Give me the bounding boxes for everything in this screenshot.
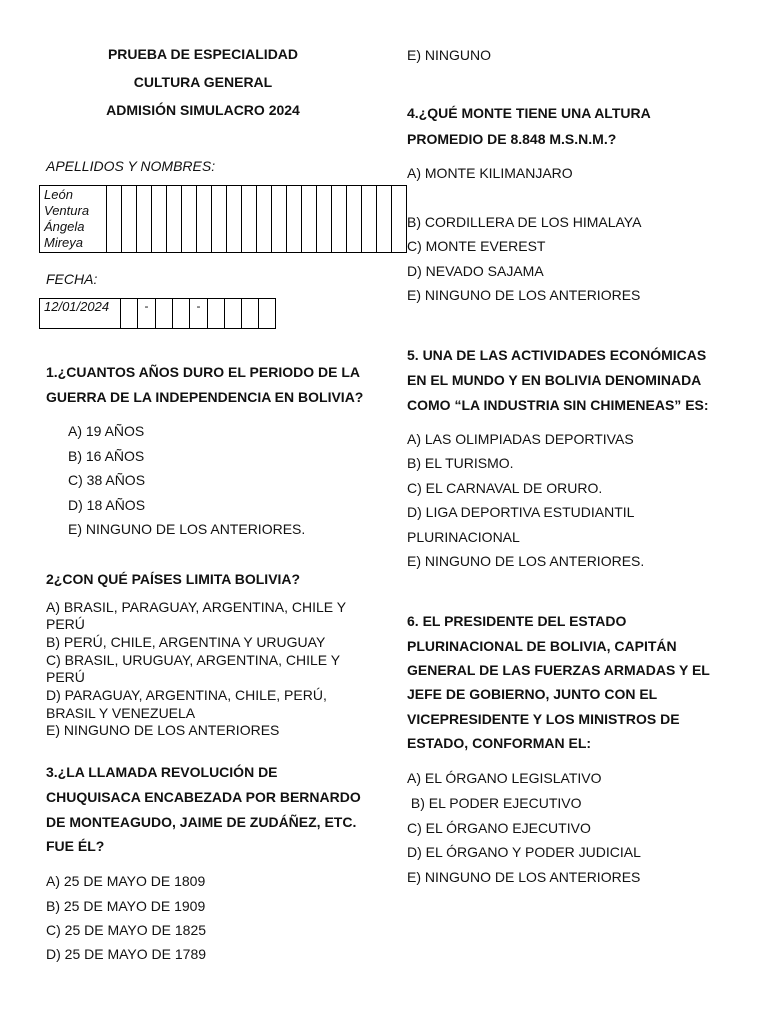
q3-option-b[interactable]: B) 25 DE MAYO DE 1909 bbox=[46, 898, 206, 914]
name-box[interactable] bbox=[227, 186, 242, 253]
question-3-line-1: 3.¿LA LLAMADA REVOLUCIÓN DE bbox=[46, 764, 278, 780]
name-box[interactable] bbox=[137, 186, 152, 253]
q6-option-a[interactable]: A) EL ÓRGANO LEGISLATIVO bbox=[407, 770, 602, 786]
date-box[interactable] bbox=[259, 299, 276, 329]
name-box[interactable] bbox=[362, 186, 377, 253]
name-box[interactable] bbox=[332, 186, 347, 253]
question-5-line-1: 5. UNA DE LAS ACTIVIDADES ECONÓMICAS bbox=[407, 347, 707, 363]
question-5-line-2: EN EL MUNDO Y EN BOLIVIA DENOMINADA bbox=[407, 372, 702, 388]
name-value[interactable]: León Ventura Ángela Mireya bbox=[40, 186, 107, 253]
question-4-line-1: 4.¿QUÉ MONTE TIENE UNA ALTURA bbox=[407, 105, 651, 121]
q5-option-d-cont: PLURINACIONAL bbox=[407, 529, 520, 545]
name-box[interactable] bbox=[152, 186, 167, 253]
date-box[interactable] bbox=[156, 299, 173, 329]
q5-option-d[interactable]: D) LIGA DEPORTIVA ESTUDIANTIL bbox=[407, 504, 635, 520]
name-box[interactable] bbox=[122, 186, 137, 253]
question-6-line-1: 6. EL PRESIDENTE DEL ESTADO bbox=[407, 613, 627, 629]
name-box[interactable] bbox=[272, 186, 287, 253]
exam-subtitle: ADMISIÓN SIMULACRO 2024 bbox=[106, 102, 300, 118]
date-label: FECHA: bbox=[46, 271, 98, 287]
date-separator: - bbox=[138, 299, 156, 329]
q2-option-c[interactable]: C) BRASIL, URUGUAY, ARGENTINA, CHILE Y bbox=[46, 652, 341, 668]
q4-option-c[interactable]: C) MONTE EVEREST bbox=[407, 238, 546, 254]
q1-option-e[interactable]: E) NINGUNO DE LOS ANTERIORES. bbox=[68, 521, 306, 537]
name-box[interactable] bbox=[302, 186, 317, 253]
question-4-line-2: PROMEDIO DE 8.848 M.S.N.M.? bbox=[407, 131, 617, 147]
q6-option-b[interactable]: B) EL PODER EJECUTIVO bbox=[407, 795, 582, 811]
date-boxes bbox=[39, 298, 276, 329]
name-box[interactable] bbox=[287, 186, 302, 253]
q1-option-b[interactable]: B) 16 AÑOS bbox=[68, 448, 145, 464]
date-separator: - bbox=[190, 299, 208, 329]
question-6-line-6: ESTADO, CONFORMAN EL: bbox=[407, 735, 592, 751]
question-5-line-3: COMO “LA INDUSTRIA SIN CHIMENEAS” ES: bbox=[407, 397, 709, 413]
q3-option-e[interactable]: E) NINGUNO bbox=[407, 47, 491, 63]
exam-title: PRUEBA DE ESPECIALIDAD bbox=[107, 46, 299, 62]
q5-option-c[interactable]: C) EL CARNAVAL DE ORURO. bbox=[407, 480, 603, 496]
question-2-line-1: 2¿CON QUÉ PAÍSES LIMITA BOLIVIA? bbox=[46, 571, 301, 587]
q3-option-d[interactable]: D) 25 DE MAYO DE 1789 bbox=[46, 946, 207, 962]
q2-option-c-cont: PERÚ bbox=[46, 669, 85, 685]
date-box[interactable] bbox=[242, 299, 259, 329]
q2-option-e[interactable]: E) NINGUNO DE LOS ANTERIORES bbox=[46, 722, 280, 738]
q1-option-a[interactable]: A) 19 AÑOS bbox=[68, 423, 145, 439]
name-box[interactable] bbox=[347, 186, 362, 253]
q2-option-d[interactable]: D) PARAGUAY, ARGENTINA, CHILE, PERÚ, bbox=[46, 687, 327, 703]
q5-option-a[interactable]: A) LAS OLIMPIADAS DEPORTIVAS bbox=[407, 431, 634, 447]
q2-option-a-cont: PERÚ bbox=[46, 616, 85, 632]
name-box[interactable] bbox=[167, 186, 182, 253]
date-box[interactable] bbox=[208, 299, 225, 329]
q6-option-e[interactable]: E) NINGUNO DE LOS ANTERIORES bbox=[407, 869, 641, 885]
question-6-line-3: GENERAL DE LAS FUERZAS ARMADAS Y EL bbox=[407, 662, 710, 678]
q2-option-b[interactable]: B) PERÚ, CHILE, ARGENTINA Y URUGUAY bbox=[46, 634, 326, 650]
q6-option-c[interactable]: C) EL ÓRGANO EJECUTIVO bbox=[407, 820, 591, 836]
date-value[interactable]: 12/01/2024 bbox=[40, 299, 121, 329]
question-1-line-2: GUERRA DE LA INDEPENDENCIA EN BOLIVIA? bbox=[46, 389, 364, 405]
name-box[interactable] bbox=[257, 186, 272, 253]
question-3-line-2: CHUQUISACA ENCABEZADA POR BERNARDO bbox=[46, 789, 361, 805]
name-box[interactable] bbox=[182, 186, 197, 253]
question-6-line-4: JEFE DE GOBIERNO, JUNTO CON EL bbox=[407, 686, 658, 702]
date-box[interactable] bbox=[121, 299, 138, 329]
name-box[interactable] bbox=[212, 186, 227, 253]
q1-option-c[interactable]: C) 38 AÑOS bbox=[68, 472, 146, 488]
q1-option-d[interactable]: D) 18 AÑOS bbox=[68, 497, 146, 513]
q5-option-e[interactable]: E) NINGUNO DE LOS ANTERIORES. bbox=[407, 553, 645, 569]
name-box[interactable] bbox=[242, 186, 257, 253]
q2-option-d-cont: BRASIL Y VENEZUELA bbox=[46, 705, 196, 721]
name-box[interactable] bbox=[392, 186, 407, 253]
q4-option-b[interactable]: B) CORDILLERA DE LOS HIMALAYA bbox=[407, 214, 642, 230]
name-box[interactable] bbox=[377, 186, 392, 253]
question-3-line-3: DE MONTEAGUDO, JAIME DE ZUDÁÑEZ, ETC. bbox=[46, 814, 357, 830]
date-box[interactable] bbox=[225, 299, 242, 329]
question-3-line-4: FUE ÉL? bbox=[46, 838, 105, 854]
question-6-line-2: PLURINACIONAL DE BOLIVIA, CAPITÁN bbox=[407, 638, 677, 654]
q4-option-e[interactable]: E) NINGUNO DE LOS ANTERIORES bbox=[407, 287, 641, 303]
name-label: APELLIDOS Y NOMBRES: bbox=[46, 158, 216, 174]
name-box[interactable] bbox=[107, 186, 122, 253]
name-box[interactable] bbox=[317, 186, 332, 253]
name-boxes bbox=[39, 185, 407, 253]
question-1-line-1: 1.¿CUANTOS AÑOS DURO EL PERIODO DE LA bbox=[46, 364, 360, 380]
q4-option-d[interactable]: D) NEVADO SAJAMA bbox=[407, 263, 544, 279]
exam-subject: CULTURA GENERAL bbox=[133, 74, 273, 90]
q5-option-b[interactable]: B) EL TURISMO. bbox=[407, 455, 514, 471]
q3-option-c[interactable]: C) 25 DE MAYO DE 1825 bbox=[46, 922, 207, 938]
q4-option-a[interactable]: A) MONTE KILIMANJARO bbox=[407, 165, 573, 181]
date-box[interactable] bbox=[173, 299, 190, 329]
question-6-line-5: VICEPRESIDENTE Y LOS MINISTROS DE bbox=[407, 711, 680, 727]
name-box[interactable] bbox=[197, 186, 212, 253]
q2-option-a[interactable]: A) BRASIL, PARAGUAY, ARGENTINA, CHILE Y bbox=[46, 599, 347, 615]
q6-option-d[interactable]: D) EL ÓRGANO Y PODER JUDICIAL bbox=[407, 844, 641, 860]
q3-option-a[interactable]: A) 25 DE MAYO DE 1809 bbox=[46, 873, 206, 889]
